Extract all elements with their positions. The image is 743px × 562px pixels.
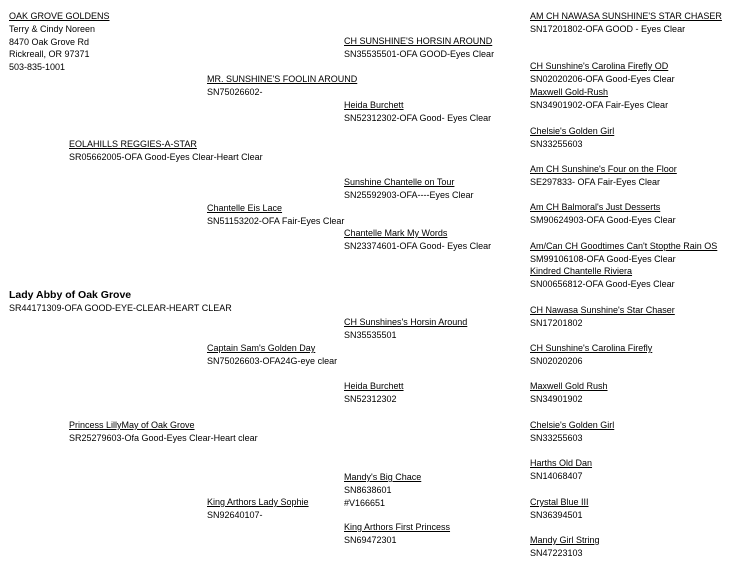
sire <box>69 138 263 164</box>
g3-ancestor-7 <box>344 471 421 509</box>
subject-dog <box>9 289 232 315</box>
g3-ancestor-3-registration: SN25592903-OFA----Eyes Clear <box>344 189 474 200</box>
paternal-grandsire-registration: SN75026602- <box>207 86 263 97</box>
g3-ancestor-2-name: Heida Burchett <box>344 100 404 110</box>
g4-ancestor <box>530 163 677 189</box>
g4-ancestor <box>530 342 652 368</box>
g4-name: Harths Old Dan <box>530 458 593 468</box>
g4-ancestor <box>530 240 717 266</box>
g4-name: CH Nawasa Sunshine's Star Chaser <box>530 305 675 315</box>
g4-name: CH Sunshine's Carolina Firefly OD <box>530 61 669 71</box>
g3-ancestor-4-registration: SN23374601-OFA Good- Eyes Clear <box>344 240 492 251</box>
g4-ancestor <box>530 304 675 330</box>
g4-name: Mandy Girl String <box>530 535 600 545</box>
paternal-granddam <box>207 202 344 228</box>
g4-name: Am CH Balmoral's Just Desserts <box>530 202 661 212</box>
kennel-name: OAK GROVE GOLDENS <box>9 11 110 21</box>
g4-registration: SN36394501 <box>530 509 583 520</box>
g3-ancestor-3-name: Sunshine Chantelle on Tour <box>344 177 455 187</box>
g4-registration: SN14068407 <box>530 470 583 481</box>
g4-ancestor <box>530 60 675 86</box>
g3-ancestor-5-name: CH Sunshines's Horsin Around <box>344 317 468 327</box>
g4-registration: SN33255603 <box>530 138 583 149</box>
subject-registration: SR44171309-OFA GOOD-EYE-CLEAR-HEART CLEAR <box>9 303 232 313</box>
g4-ancestor <box>530 419 614 445</box>
g3-ancestor-4-name: Chantelle Mark My Words <box>344 228 448 238</box>
g3-ancestor-1 <box>344 35 494 61</box>
dam-name: Princess LillyMay of Oak Grove <box>69 420 195 430</box>
g4-ancestor <box>530 534 600 560</box>
street-address: 8470 Oak Grove Rd <box>9 36 90 47</box>
g4-registration: SN17201802-OFA GOOD - Eyes Clear <box>530 23 686 34</box>
dam-registration: SR25279603-Ofa Good-Eyes Clear-Heart clear <box>69 432 258 443</box>
g3-ancestor-7-registration: SN8638601 <box>344 484 392 495</box>
sire-registration: SR05662005-OFA Good-Eyes Clear-Heart Clear <box>69 151 263 162</box>
g4-name: Am CH Sunshine's Four on the Floor <box>530 164 677 174</box>
g4-registration: SN00656812-OFA Good-Eyes Clear <box>530 278 675 289</box>
paternal-granddam-name: Chantelle Eis Lace <box>207 203 283 213</box>
dam <box>69 419 258 445</box>
g4-ancestor <box>530 201 676 227</box>
breeder-info <box>9 10 110 74</box>
g3-ancestor-6-registration: SN52312302 <box>344 393 397 404</box>
g3-ancestor-6 <box>344 380 404 406</box>
g4-registration: SM90624903-OFA Good-Eyes Clear <box>530 214 676 225</box>
g4-registration: SN47223103 <box>530 547 583 558</box>
city-state-zip: Rickreall, OR 97371 <box>9 49 90 60</box>
g4-registration: SN33255603 <box>530 432 583 443</box>
g4-registration: SM99106108-OFA Good-Eyes Clear <box>530 253 676 264</box>
g3-ancestor-7-registration-2: #V166651 <box>344 497 386 508</box>
maternal-granddam-name: King Arthors Lady Sophie <box>207 497 309 507</box>
g4-name: Chelsie's Golden Girl <box>530 420 615 430</box>
maternal-grandsire-registration: SN75026603-OFA24G-eye clear <box>207 355 338 366</box>
paternal-grandsire <box>207 73 357 99</box>
maternal-granddam-registration: SN92640107- <box>207 509 263 520</box>
g4-name: Crystal Blue III <box>530 497 589 507</box>
sire-name: EOLAHILLS REGGIES-A-STAR <box>69 139 197 149</box>
g4-name: Am/Can CH Goodtimes Can't Stopthe Rain OS <box>530 241 718 251</box>
g4-name: CH Sunshine's Carolina Firefly <box>530 343 653 353</box>
g3-ancestor-2-registration: SN52312302-OFA Good- Eyes Clear <box>344 112 492 123</box>
g3-ancestor-5-registration: SN35535501 <box>344 329 397 340</box>
g3-ancestor-1-registration: SN35535501-OFA GOOD-Eyes Clear <box>344 48 495 59</box>
g4-ancestor <box>530 265 675 291</box>
g4-name: Chelsie's Golden Girl <box>530 126 615 136</box>
g3-ancestor-8-registration: SN69472301 <box>344 534 397 545</box>
g4-ancestor <box>530 457 592 483</box>
g4-registration: SE297833- OFA Fair-Eyes Clear <box>530 176 661 187</box>
g3-ancestor-8-name: King Arthors First Princess <box>344 522 451 532</box>
g4-ancestor <box>530 380 608 406</box>
g3-ancestor-3 <box>344 176 474 202</box>
owner-names: Terry & Cindy Noreen <box>9 23 96 34</box>
g4-ancestor <box>530 86 668 112</box>
g3-ancestor-7-name: Mandy's Big Chace <box>344 472 422 482</box>
g3-ancestor-5 <box>344 316 467 342</box>
subject-name: Lady Abby of Oak Grove <box>9 289 132 301</box>
g4-registration: SN34901902-OFA Fair-Eyes Clear <box>530 99 669 110</box>
g3-ancestor-2 <box>344 99 491 125</box>
g4-registration: SN02020206 <box>530 355 583 366</box>
paternal-grandsire-name: MR. SUNSHINE'S FOOLIN AROUND <box>207 74 358 84</box>
g4-ancestor <box>530 10 722 36</box>
g4-registration: SN02020206-OFA Good-Eyes Clear <box>530 73 675 84</box>
g4-name: Kindred Chantelle Riviera <box>530 266 633 276</box>
g4-registration: SN34901902 <box>530 393 583 404</box>
g4-name: Maxwell Gold Rush <box>530 381 608 391</box>
g3-ancestor-1-name: CH SUNSHINE'S HORSIN AROUND <box>344 36 493 46</box>
g4-ancestor <box>530 496 589 522</box>
maternal-grandsire-name: Captain Sam's Golden Day <box>207 343 316 353</box>
g4-ancestor <box>530 125 614 151</box>
g4-name: AM CH NAWASA SUNSHINE'S STAR CHASER <box>530 11 722 21</box>
g4-name: Maxwell Gold-Rush <box>530 87 609 97</box>
maternal-granddam <box>207 496 309 522</box>
phone-number: 503-835-1001 <box>9 62 66 73</box>
g3-ancestor-6-name: Heida Burchett <box>344 381 404 391</box>
g4-registration: SN17201802 <box>530 317 583 328</box>
g3-ancestor-8 <box>344 521 450 547</box>
g3-ancestor-4 <box>344 227 491 253</box>
paternal-granddam-registration: SN51153202-OFA Fair-Eyes Clear <box>207 215 345 226</box>
maternal-grandsire <box>207 342 337 368</box>
